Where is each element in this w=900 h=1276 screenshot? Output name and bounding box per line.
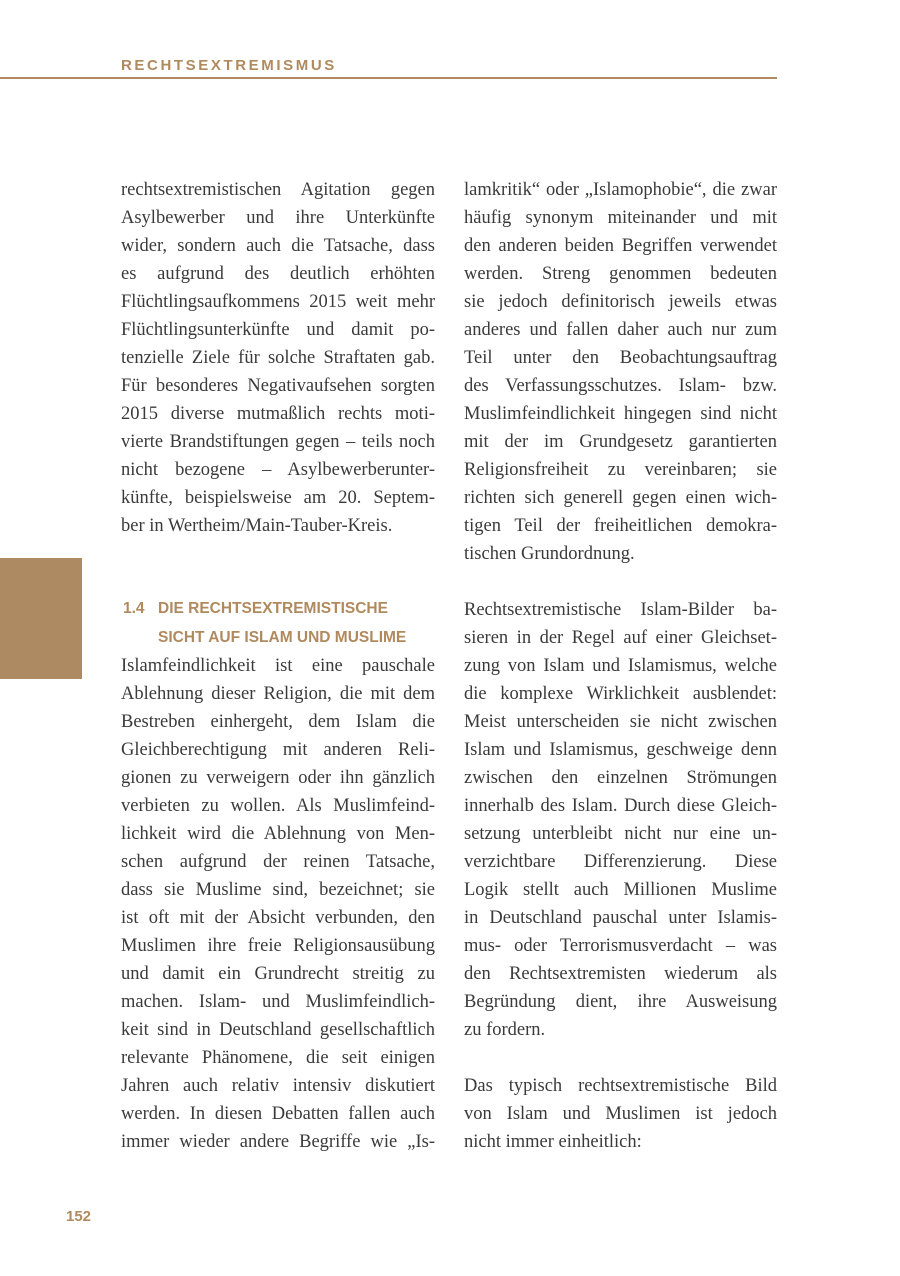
text-line: Ablehnung dieser Religion, die mit dem [121, 684, 435, 704]
text-line: werden. Streng genommen bedeuten [464, 264, 777, 284]
text-line: Flüchtlingsunterkünfte und damit po- [121, 320, 435, 340]
header-rule [0, 77, 777, 79]
text-line: keit sind in Deutschland gesellschaftlich [121, 1020, 435, 1040]
text-line: anderes und fallen daher auch nur zum [464, 320, 777, 340]
text-line: mit der im Grundgesetz garantierten [464, 432, 777, 452]
text-line: Asylbewerber und ihre Unterkünfte [121, 208, 435, 228]
text-line: Rechtsextremistische Islam-Bilder ba- [464, 600, 777, 620]
text-line: gionen zu verweigern oder ihn gänzlich [121, 768, 435, 788]
text-line: künfte, beispielsweise am 20. Septem- [121, 488, 435, 508]
text-line: tenzielle Ziele für solche Straftaten gab. [121, 348, 435, 368]
text-line: Islamfeindlichkeit ist eine pauschale [121, 656, 435, 676]
text-line: tigen Teil der freiheitlichen demokra- [464, 516, 777, 536]
text-line: setzung unterbleibt nicht nur eine un- [464, 824, 777, 844]
page-number: 152 [66, 1208, 92, 1225]
text-line: ber in Wertheim/Main-Tauber-Kreis. [121, 516, 393, 536]
text-line: nicht bezogene – Asylbewerberunter- [121, 460, 435, 480]
section-title-line1: DIE RECHTSEXTREMISTISCHE [158, 600, 388, 617]
text-line: sie jedoch definitorisch jeweils etwas [464, 292, 777, 312]
text-line: schen aufgrund der reinen Tatsache, [121, 852, 435, 872]
text-line: Teil unter den Beobachtungsauftrag [464, 348, 777, 368]
text-line: rechtsextremistischen Agitation gegen [121, 180, 435, 200]
text-line: des Verfassungsschutzes. Islam- bzw. [464, 376, 777, 396]
text-line: Gleichberechtigung mit anderen Reli- [121, 740, 435, 760]
text-line: zu fordern. [464, 1020, 546, 1040]
text-line: sieren in der Regel auf einer Gleichset- [464, 628, 777, 648]
text-line: tischen Grundordnung. [464, 544, 635, 564]
text-line: werden. In diesen Debatten fallen auch [121, 1104, 435, 1124]
text-line: machen. Islam- und Muslimfeindlich- [121, 992, 435, 1012]
text-line: Logik stellt auch Millionen Muslime [464, 880, 777, 900]
text-line: die komplexe Wirklichkeit ausblendet: [464, 684, 777, 704]
text-line: in Deutschland pauschal unter Islamis- [464, 908, 777, 928]
text-line: von Islam und Muslimen ist jedoch [464, 1104, 777, 1124]
text-line: und damit ein Grundrecht streitig zu [121, 964, 435, 984]
text-line: Meist unterscheiden sie nicht zwischen [464, 712, 777, 732]
text-line: 2015 diverse mutmaßlich rechts moti- [121, 404, 435, 424]
text-line: es aufgrund des deutlich erhöhten [121, 264, 435, 284]
text-line: Muslimfeindlichkeit hingegen sind nicht [464, 404, 777, 424]
text-line: immer wieder andere Begriffe wie „Is- [121, 1132, 435, 1152]
text-line: mus- oder Terrorismusverdacht – was [464, 936, 777, 956]
chapter-tab [0, 558, 82, 679]
text-line: Religionsfreiheit zu vereinbaren; sie [464, 460, 777, 480]
text-line: vierte Brandstiftungen gegen – teils noch [121, 432, 435, 452]
running-title: RECHTSEXTREMISMUS [121, 57, 337, 74]
text-line: verbieten zu wollen. Als Muslimfeind- [121, 796, 435, 816]
text-line: richten sich generell gegen einen wich- [464, 488, 777, 508]
text-line: zung von Islam und Islamismus, welche [464, 656, 777, 676]
text-line: verzichtbare Differenzierung. Diese [464, 852, 777, 872]
text-line: lamkritik“ oder „Islamophobie“, die zwar [464, 180, 777, 200]
text-line: Islam und Islamismus, geschweige denn [464, 740, 777, 760]
text-line: Begründung dient, ihre Ausweisung [464, 992, 777, 1012]
text-line: zwischen den einzelnen Strömungen [464, 768, 777, 788]
text-line: nicht immer einheitlich: [464, 1132, 642, 1152]
text-line: Muslimen ihre freie Religionsausübung [121, 936, 435, 956]
text-line: relevante Phänomene, die seit einigen [121, 1048, 435, 1068]
section-title-line2: SICHT AUF ISLAM UND MUSLIME [158, 629, 407, 646]
text-line: Für besonderes Negativaufsehen sorgten [121, 376, 435, 396]
text-line: dass sie Muslime sind, bezeichnet; sie [121, 880, 435, 900]
section-number: 1.4 [123, 600, 145, 617]
text-line: ist oft mit der Absicht verbunden, den [121, 908, 435, 928]
text-line: den anderen beiden Begriffen verwendet [464, 236, 777, 256]
text-line: Das typisch rechtsextremistische Bild [464, 1076, 777, 1096]
text-line: Jahren auch relativ intensiv diskutiert [121, 1076, 435, 1096]
text-line: häufig synonym miteinander und mit [464, 208, 777, 228]
text-line: Bestreben einhergeht, dem Islam die [121, 712, 435, 732]
text-line: innerhalb des Islam. Durch diese Gleich- [464, 796, 777, 816]
text-line: Flüchtlingsaufkommens 2015 weit mehr [121, 292, 435, 312]
text-line: lichkeit wird die Ablehnung von Men- [121, 824, 435, 844]
text-line: den Rechtsextremisten wiederum als [464, 964, 777, 984]
text-line: wider, sondern auch die Tatsache, dass [121, 236, 435, 256]
